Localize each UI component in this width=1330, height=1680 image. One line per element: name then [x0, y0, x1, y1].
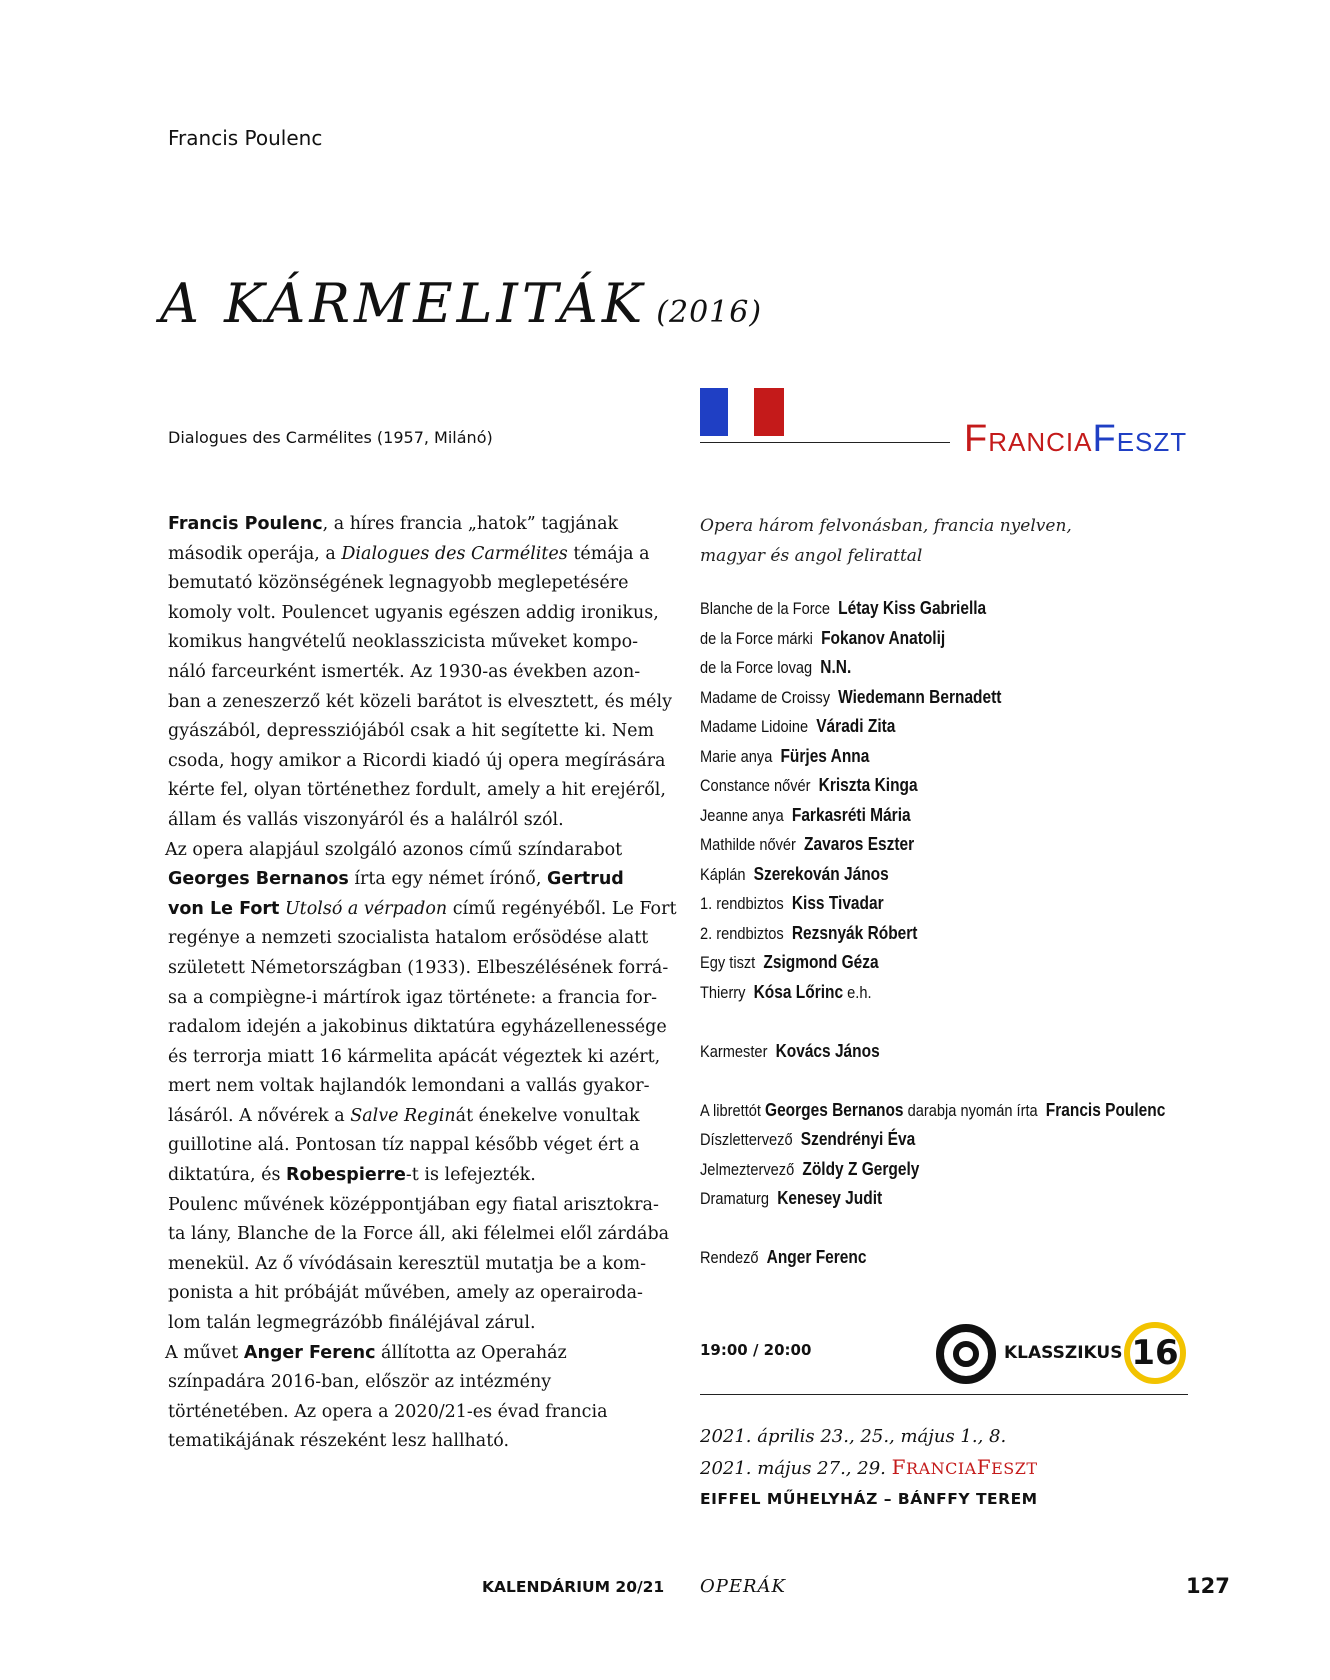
divider: [700, 442, 950, 443]
festival-tag: FRANCIAFESZT: [891, 1455, 1038, 1479]
body-line: és terrorja miatt 16 kármelita apácát végeztek ki azért,: [168, 1046, 661, 1067]
cast-row: Egy tiszt Zsigmond Géza: [700, 952, 879, 972]
body-line: von Le Fort Utolsó a vérpadon című regényéből. Le Fort: [168, 898, 677, 919]
body-line: mert nem voltak hajlandók lemondani a vallás gyakor-: [168, 1076, 650, 1097]
body-line: Poulenc művének középpontjában egy fiatal arisztokra-: [168, 1194, 659, 1215]
cast-row: Káplán Szerekován János: [700, 863, 889, 884]
festival-logo: FRANCIAFESZT: [964, 418, 1188, 460]
body-line: komikus hangvételű neoklasszicista műveket kompo-: [168, 632, 639, 653]
crew-row: Díszlettervező Szendrényi Éva: [700, 1129, 916, 1149]
body-line: gyászából, depressziójából csak a hit segítette ki. Nem: [168, 721, 655, 742]
category-label: KLASSZIKUS: [1004, 1343, 1123, 1363]
performance-dates: [700, 1422, 1038, 1484]
flag-red-stripe: [754, 388, 784, 436]
crew-row: Jelmeztervező Zöldy Z Gergely: [700, 1158, 920, 1179]
body-line: lásáról. A nővérek a Salve Reginát énekelve vonultak: [168, 1105, 640, 1126]
page-title: [160, 272, 762, 335]
dates-line: 2021. május 27., 29. FRANCIAFESZT: [700, 1455, 1038, 1479]
body-line: ponista a hit próbáját művében, amely az operairoda-: [168, 1283, 643, 1304]
body-line: tematikájának részeként lesz hallható.: [168, 1431, 510, 1452]
body-line: radalom idején a jakobinus diktatúra egyházellenessége: [168, 1017, 667, 1038]
cast-row: Blanche de la Force Létay Kiss Gabriella: [700, 598, 987, 618]
body-line: diktatúra, és Robespierre-t is lefejezték.: [168, 1165, 536, 1186]
title-year: (2016): [656, 295, 763, 330]
cast-row: Constance nővér Kriszta Kinga: [700, 775, 918, 795]
body-line: állam és vallás viszonyáról és a halálról szól.: [168, 809, 564, 830]
target-icon: [934, 1322, 998, 1386]
divider: [700, 1394, 1188, 1395]
body-line: komoly volt. Poulencet ugyanis egészen addig ironikus,: [168, 602, 659, 623]
conductor-row: Karmester Kovács János: [700, 1040, 880, 1061]
body-line: menekül. Az ő vívódásain keresztül mutatja be a kom-: [168, 1253, 646, 1274]
genre-line: Opera három felvonásban, francia nyelven,: [700, 516, 1072, 536]
body-line: született Németországban (1933). Elbeszélésének forrá-: [168, 957, 669, 978]
cast-row: 1. rendbiztos Kiss Tivadar: [700, 893, 884, 913]
cast-row: Thierry Kósa Lőrinc e.h.: [700, 981, 872, 1002]
cast-row: Madame Lidoine Váradi Zita: [700, 716, 896, 736]
original-title: Dialogues des Carmélites (1957, Milánó): [168, 428, 493, 447]
body-line: történetében. Az opera a 2020/21-es évad francia: [168, 1401, 608, 1422]
body-line: guillotine alá. Pontosan tíz nappal később véget ért a: [168, 1135, 640, 1156]
footer-section: OPERÁK: [700, 1576, 787, 1597]
body-line: ta lány, Blanche de la Force áll, aki félelmei elől zárdába: [168, 1224, 670, 1245]
title-text: A KÁRMELITÁK: [160, 272, 647, 335]
flag-blue-stripe: [700, 388, 728, 436]
dates-line: 2021. április 23., 25., május 1., 8.: [700, 1426, 1007, 1447]
genre-line: magyar és angol felirattal: [700, 545, 923, 566]
genre-description: [700, 512, 1072, 571]
cast-row: Mathilde nővér Zavaros Eszter: [700, 834, 915, 854]
crew-row: Dramaturg Kenesey Judit: [700, 1188, 883, 1208]
body-line: Francis Poulenc, a híres francia „hatok” tagjának: [168, 514, 619, 534]
venue: EIFFEL MŰHELYHÁZ – BÁNFFY TEREM: [700, 1490, 1038, 1508]
cast-row: de la Force lovag N.N.: [700, 657, 852, 677]
libretto-row: A librettót Georges Bernanos darabja nyomán írta Francis Poulenc: [700, 1099, 1166, 1120]
composer-name: Francis Poulenc: [168, 126, 323, 150]
body-line: bemutató közönségének legnagyobb meglepetésére: [168, 573, 629, 594]
footer-publication: KALENDÁRIUM 20/21: [482, 1578, 665, 1596]
cast-row: Madame de Croissy Wiedemann Bernadett: [700, 686, 1002, 707]
performance-time: 19:00 / 20:00: [700, 1341, 812, 1359]
body-line: A művet Anger Ferenc állította az Operaház: [165, 1342, 567, 1363]
body-line: kérte fel, olyan történethez fordult, amely a hit erejéről,: [168, 780, 666, 801]
director-row: Rendező Anger Ferenc: [700, 1247, 867, 1267]
body-line: Georges Bernanos írta egy német írónő, Gertrud: [168, 869, 624, 890]
body-line: náló farceurként ismerték. Az 1930-as években azon-: [168, 661, 641, 682]
body-line: Az opera alapjául szolgáló azonos című színdarabot: [165, 839, 623, 860]
body-line: ban a zeneszerző két közeli barátot is elvesztett, és mély: [168, 691, 672, 712]
french-flag-icon: [700, 388, 788, 436]
age-rating-badge: 16: [1124, 1322, 1186, 1384]
body-line: második operája, a Dialogues des Carmélites témája a: [168, 543, 650, 564]
cast-row: 2. rendbiztos Rezsnyák Róbert: [700, 922, 918, 943]
page-number: 127: [1186, 1574, 1230, 1598]
body-line: csoda, hogy amikor a Ricordi kiadó új opera megírására: [168, 750, 666, 771]
body-line: sa a compiègne-i mártírok igaz története: a francia for-: [168, 987, 658, 1008]
article-body: [165, 510, 677, 1457]
cast-row: Marie anya Fürjes Anna: [700, 745, 870, 766]
body-line: színpadára 2016-ban, először az intézmény: [168, 1372, 552, 1393]
body-line: regénye a nemzeti szocialista hatalom erősödése alatt: [168, 928, 649, 949]
cast-row: Jeanne anya Farkasréti Mária: [700, 804, 911, 825]
cast-row: de la Force márki Fokanov Anatolij: [700, 627, 946, 648]
body-line: lom talán legmegrázóbb fináléjával zárul.: [168, 1313, 536, 1334]
